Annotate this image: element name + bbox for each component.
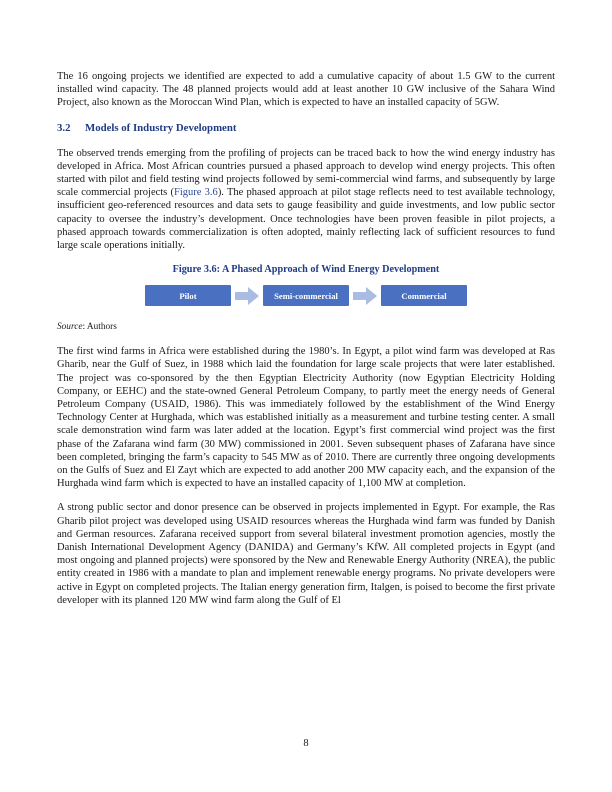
paragraph-ongoing-projects: The 16 ongoing projects we identified are expected to add a cumulative capacity of about 1.5 GW to the current installed wind capacity. The 48 planned projects would add at least another 10 GW inclusive of the Sahara Wind Project, also known as the Moroccan Wind Plan, which is expected to have an installed capacity of 5GW. <box>57 71 555 109</box>
figure-title: Figure 3.6: A Phased Approach of Wind Energy Development <box>172 264 440 276</box>
paragraph-public-sector: A strong public sector and donor presence can be observed in projects implemented in Egypt. For example, the Ras Gharib pilot project was developed using USAID resources whereas the Hurghada wind farm was funded by Danish and German resources. Zafarana received support from several bilateral investment promotion agencies, mostly the Danish International Development Agency (DANIDA) and Germany’s KfW. All completed projects in Egypt (and most ongoing and planned projects) were sponsored by the New and Renewable Energy Authority (NREA), the public entity created in 1986 with a mandate to plan and implement renewable energy programs. No private developers were active in Egypt on completed projects. The Italian energy generation firm, Italgen, is poised to become the first private developer with its planned 120 MW wind farm along the Gulf of El <box>57 502 555 606</box>
paragraph-text-after-ref: ). The phased approach at pilot stage reflects need to test available technology, insufficient geo-referenced resources and data sets to gauge feasibility and guide investments, and low public sector capacity to oversee the industry’s development. Once technologies have been proven feasible in pilot projects, a phased approach towards commercialization is often adopted, mainly reflecting lack of sufficient resources to fund large scale operations initially. <box>57 187 555 252</box>
source-label: Source <box>57 322 83 333</box>
section-heading <box>57 122 555 134</box>
source-text: : Authors <box>82 322 117 333</box>
right-arrow-icon <box>349 285 381 306</box>
section-title: Models of Industry Development <box>85 121 237 134</box>
stage-box-commercial: Commercial <box>381 285 467 306</box>
figure-reference-link[interactable]: Figure 3.6 <box>174 187 218 199</box>
section-number: 3.2 <box>57 121 71 134</box>
stage-box-semi-commercial: Semi-commercial <box>263 285 349 306</box>
page-number: 8 <box>303 738 309 749</box>
phase-flow-diagram <box>57 285 555 306</box>
paragraph-text-before-ref: The observed trends emerging from the profiling of projects can be traced back to how the wind energy industry has developed in Africa. Most African countries pursued a phased approach to develop wind energy projects. This often started with pilot and field testing wind projects followed by semi-commercial wind farms, and subsequently by large scale commercial projects ( <box>57 147 555 199</box>
figure-source <box>57 322 555 332</box>
right-arrow-icon <box>231 285 263 306</box>
paragraph-first-wind-farms: The first wind farms in Africa were established during the 1980’s. In Egypt, a pilot wind farm was developed at Ras Gharib, near the Gulf of Suez, in 1988 which laid the foundation for large scale projects that were later established. The project was co-sponsored by the then Egyptian Electricity Authority (now Egyptian Electricity Holding Company, or EEHC) and the state-owned General Petroleum Company, to partly meet the energy needs of General Petroleum Company (USAID, 1986). This was immediately followed by the establishment of the Wind Energy Technology Center at Hurghada, which was established initially as a measurement and turbine testing center. A small scale demonstration wind farm was later added at the location. Egypt’s first commercial wind project was the first phase of the Zafarana wind farm (30 MW) commissioned in 2001. Seven subsequent phases of Zafarana have since been completed, bringing the farm’s capacity to 545 MW as of 2010. There are currently three ongoing developments on the Gulfs of Suez and El Zayt which are expected to add another 200 MW capacity each, and the expansion of the Hurghada wind farm which is expected to have an installed capacity of 1,100 MW at completion. <box>57 346 555 490</box>
document-page <box>57 70 555 607</box>
stage-box-pilot: Pilot <box>145 285 231 306</box>
paragraph-industry-development <box>57 147 555 253</box>
